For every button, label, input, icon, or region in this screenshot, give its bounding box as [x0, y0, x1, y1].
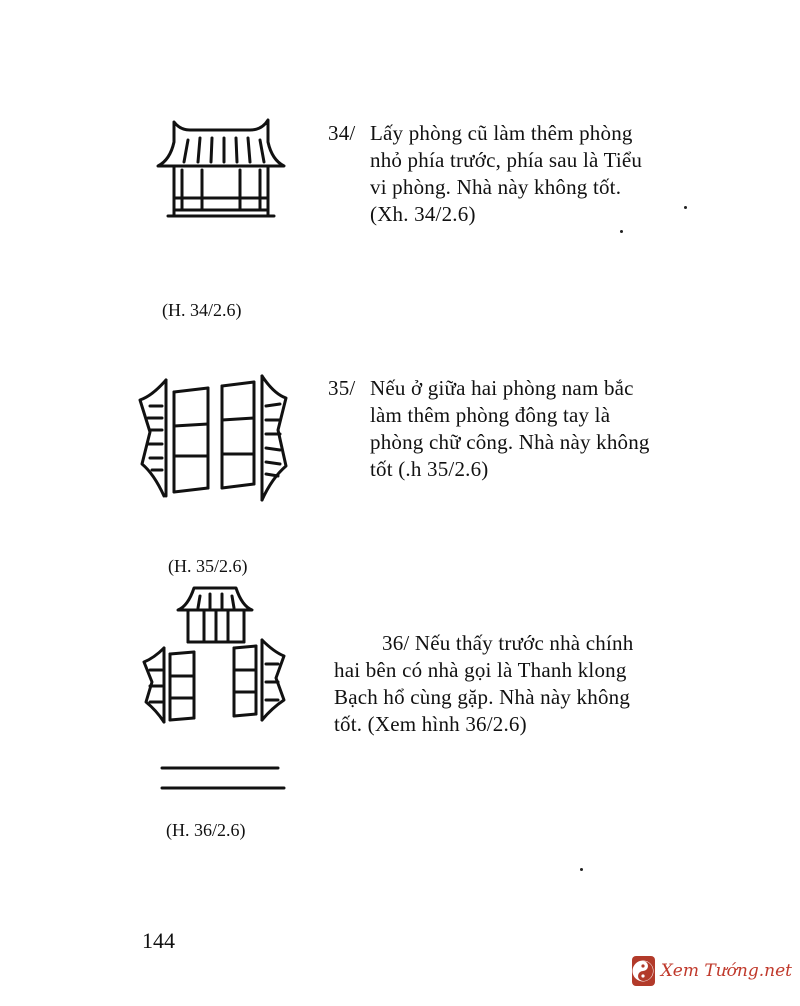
- watermark-text: Xem Tướng.net: [660, 961, 792, 981]
- entry-number: 34/: [328, 121, 356, 145]
- entry-line: hai bên có nhà gọi là Thanh klong: [334, 658, 627, 682]
- entry-line: làm thêm phòng đông tay là: [370, 403, 611, 427]
- figure-36-house-drawing: [136, 578, 296, 810]
- yin-yang-icon: [632, 956, 655, 986]
- entry-34: [328, 120, 698, 230]
- entry-line: tốt (.h 35/2.6): [370, 457, 489, 481]
- entry-line: 36/ Nếu thấy trước nhà chính: [382, 631, 634, 655]
- figure-34-caption: (H. 34/2.6): [162, 300, 242, 320]
- print-speck: [684, 206, 687, 209]
- figure-34-house-drawing: [150, 112, 290, 224]
- page-number: 144: [142, 928, 175, 953]
- figure-36-caption: (H. 36/2.6): [166, 820, 246, 840]
- entry-line: (Xh. 34/2.6): [370, 202, 476, 226]
- entry-36: [334, 630, 704, 740]
- entry-line: Nếu ở giữa hai phòng nam bắc: [370, 376, 634, 400]
- entry-line: tốt. (Xem hình 36/2.6): [334, 712, 527, 736]
- entry-line: phòng chữ công. Nhà này không: [370, 430, 650, 454]
- entry-line: nhỏ phía trước, phía sau là Tiểu: [370, 148, 643, 172]
- entry-line: Lấy phòng cũ làm thêm phòng: [370, 121, 633, 145]
- entry-line: Bạch hổ cùng gặp. Nhà này không: [334, 685, 631, 709]
- watermark: [632, 953, 792, 989]
- figure-35-caption: (H. 35/2.6): [168, 556, 248, 576]
- figure-35-house-drawing: [134, 370, 294, 504]
- entry-line: vi phòng. Nhà này không tốt.: [370, 175, 622, 199]
- entry-number: 35/: [328, 376, 356, 400]
- print-speck: [580, 868, 583, 871]
- print-speck: [620, 230, 623, 233]
- entry-35: [328, 375, 698, 485]
